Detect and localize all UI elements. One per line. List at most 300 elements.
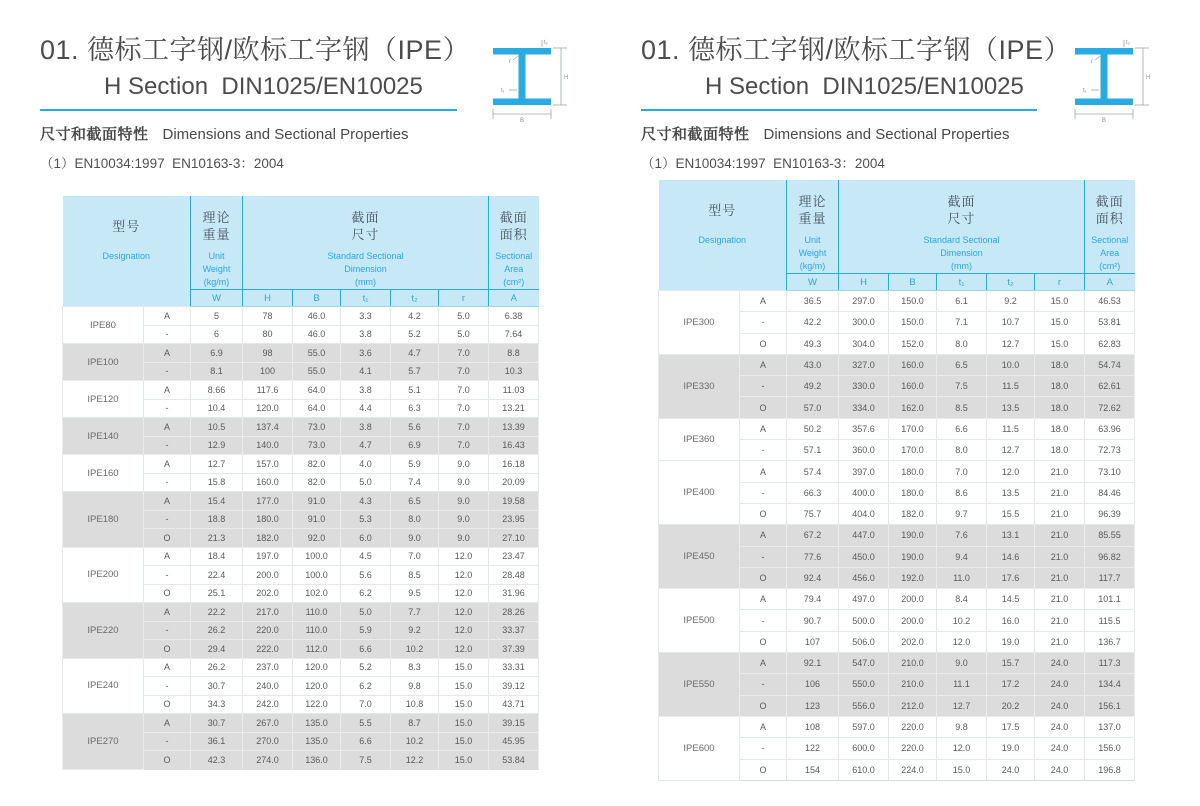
table-head xyxy=(63,196,539,307)
type-cell: - xyxy=(144,399,191,418)
value-cell: 22.2 xyxy=(191,603,243,622)
value-cell: 7.0 xyxy=(439,344,489,363)
value-cell: 150.0 xyxy=(889,312,937,333)
value-cell: 456.0 xyxy=(839,567,889,588)
value-cell: 9.0 xyxy=(439,473,489,492)
type-cell: O xyxy=(740,503,787,524)
value-cell: 23.47 xyxy=(489,547,539,566)
value-cell: 15.0 xyxy=(1035,312,1085,333)
value-cell: 182.0 xyxy=(243,529,293,548)
type-cell: - xyxy=(740,440,787,461)
type-cell: O xyxy=(740,567,787,588)
value-cell: 42.2 xyxy=(787,312,839,333)
table-row xyxy=(659,589,1135,610)
table-row xyxy=(63,547,539,566)
value-cell: 50.2 xyxy=(787,418,839,439)
value-cell: 6.38 xyxy=(489,307,539,326)
value-cell: 21.0 xyxy=(1035,567,1085,588)
value-cell: 270.0 xyxy=(243,732,293,751)
value-cell: 57.4 xyxy=(787,461,839,482)
h-label: H xyxy=(1146,75,1151,81)
value-cell: 112.0 xyxy=(293,640,341,659)
value-cell: 4.7 xyxy=(341,436,391,455)
value-cell: 12.0 xyxy=(439,640,489,659)
value-cell: 13.39 xyxy=(489,418,539,437)
value-cell: 73.10 xyxy=(1085,461,1135,482)
value-cell: 7.6 xyxy=(937,525,987,546)
value-cell: 82.0 xyxy=(293,473,341,492)
type-cell: - xyxy=(144,510,191,529)
value-cell: 18.4 xyxy=(191,547,243,566)
designation-cell: IPE100 xyxy=(63,344,144,381)
value-cell: 13.5 xyxy=(987,397,1035,418)
value-cell: 10.2 xyxy=(391,732,439,751)
value-cell: 92.4 xyxy=(787,567,839,588)
value-cell: 4.7 xyxy=(391,344,439,363)
value-cell: 15.0 xyxy=(439,714,489,733)
b-label: B xyxy=(1102,118,1107,124)
value-cell: 217.0 xyxy=(243,603,293,622)
type-cell: - xyxy=(144,677,191,696)
value-cell: 62.61 xyxy=(1085,376,1135,397)
value-cell: 8.4 xyxy=(937,589,987,610)
designation-cell: IPE240 xyxy=(63,658,144,714)
value-cell: 46.0 xyxy=(293,325,341,344)
value-cell: 21.3 xyxy=(191,529,243,548)
value-cell: 78 xyxy=(243,307,293,326)
designation-cell: IPE200 xyxy=(63,547,144,603)
table-row xyxy=(659,525,1135,546)
value-cell: 7.64 xyxy=(489,325,539,344)
value-cell: 7.0 xyxy=(439,362,489,381)
value-cell: 92.0 xyxy=(293,529,341,548)
value-cell: 24.0 xyxy=(1035,695,1085,716)
value-cell: 122 xyxy=(787,738,839,759)
value-cell: 5.9 xyxy=(391,455,439,474)
value-cell: 33.31 xyxy=(489,658,539,677)
type-cell: O xyxy=(740,333,787,354)
type-cell: - xyxy=(740,738,787,759)
value-cell: 8.8 xyxy=(489,344,539,363)
col-a: A xyxy=(489,290,539,307)
value-cell: 117.3 xyxy=(1085,653,1135,674)
value-cell: 73.0 xyxy=(293,418,341,437)
value-cell: 9.0 xyxy=(439,529,489,548)
value-cell: 102.0 xyxy=(293,584,341,603)
value-cell: 3.8 xyxy=(341,325,391,344)
designation-cell: IPE80 xyxy=(63,307,144,344)
value-cell: 11.5 xyxy=(987,376,1035,397)
type-cell: - xyxy=(144,436,191,455)
t2-label: t₂ xyxy=(1126,40,1130,46)
col-sectional-dimension: 截面 尺寸 Standard Sectional Dimension (mm) xyxy=(243,196,489,290)
value-cell: 334.0 xyxy=(839,397,889,418)
value-cell: 25.1 xyxy=(191,584,243,603)
value-cell: 180.0 xyxy=(889,482,937,503)
value-cell: 62.83 xyxy=(1085,333,1135,354)
value-cell: 24.0 xyxy=(987,759,1035,780)
value-cell: 9.0 xyxy=(439,492,489,511)
table-row xyxy=(63,455,539,474)
value-cell: 404.0 xyxy=(839,503,889,524)
value-cell: 110.0 xyxy=(293,621,341,640)
title-cn: 德标工字钢/欧标工字钢（IPE） xyxy=(688,35,1072,65)
ibeam-shape xyxy=(1075,48,1133,105)
value-cell: 79.4 xyxy=(787,589,839,610)
col-a: A xyxy=(1085,274,1135,291)
value-cell: 27.10 xyxy=(489,529,539,548)
table-row xyxy=(659,461,1135,482)
type-cell: - xyxy=(144,325,191,344)
value-cell: 210.0 xyxy=(889,674,937,695)
value-cell: 556.0 xyxy=(839,695,889,716)
value-cell: 222.0 xyxy=(243,640,293,659)
table-head xyxy=(659,180,1135,291)
value-cell: 31.96 xyxy=(489,584,539,603)
type-cell: A xyxy=(740,354,787,375)
value-cell: 12.7 xyxy=(987,440,1035,461)
value-cell: 107 xyxy=(787,631,839,652)
type-cell: A xyxy=(144,344,191,363)
standard-note: （1）EN10034:1997 EN10163-3：2004 xyxy=(40,156,284,171)
value-cell: 16.18 xyxy=(489,455,539,474)
value-cell: 98 xyxy=(243,344,293,363)
value-cell: 21.0 xyxy=(1035,525,1085,546)
type-cell: O xyxy=(740,397,787,418)
value-cell: 120.0 xyxy=(243,399,293,418)
value-cell: 8.5 xyxy=(937,397,987,418)
value-cell: 100 xyxy=(243,362,293,381)
value-cell: 30.7 xyxy=(191,677,243,696)
value-cell: 12.9 xyxy=(191,436,243,455)
value-cell: 137.0 xyxy=(1085,716,1135,737)
b-label: B xyxy=(520,118,525,124)
value-cell: 5.2 xyxy=(341,658,391,677)
value-cell: 115.5 xyxy=(1085,610,1135,631)
value-cell: 5.5 xyxy=(341,714,391,733)
title-cn: 德标工字钢/欧标工字钢（IPE） xyxy=(87,35,471,65)
table-row xyxy=(63,418,539,437)
value-cell: 304.0 xyxy=(839,333,889,354)
value-cell: 274.0 xyxy=(243,751,293,770)
value-cell: 5.7 xyxy=(391,362,439,381)
value-cell: 18.0 xyxy=(1035,418,1085,439)
value-cell: 4.1 xyxy=(341,362,391,381)
value-cell: 63.96 xyxy=(1085,418,1135,439)
value-cell: 9.0 xyxy=(439,455,489,474)
value-cell: 6.6 xyxy=(341,640,391,659)
value-cell: 5.0 xyxy=(439,325,489,344)
value-cell: 24.0 xyxy=(1035,674,1085,695)
value-cell: 357.6 xyxy=(839,418,889,439)
value-cell: 12.0 xyxy=(439,621,489,640)
value-cell: 267.0 xyxy=(243,714,293,733)
value-cell: 7.5 xyxy=(937,376,987,397)
designation-cell: IPE450 xyxy=(659,525,740,589)
value-cell: 15.0 xyxy=(439,751,489,770)
table-row xyxy=(659,354,1135,375)
value-cell: 91.0 xyxy=(293,510,341,529)
type-cell: A xyxy=(144,658,191,677)
r-label: r xyxy=(509,59,511,65)
value-cell: 202.0 xyxy=(889,631,937,652)
value-cell: 39.12 xyxy=(489,677,539,696)
value-cell: 192.0 xyxy=(889,567,937,588)
value-cell: 597.0 xyxy=(839,716,889,737)
value-cell: 15.0 xyxy=(439,658,489,677)
value-cell: 15.4 xyxy=(191,492,243,511)
value-cell: 9.8 xyxy=(937,716,987,737)
col-h: H xyxy=(243,290,293,307)
value-cell: 7.0 xyxy=(341,695,391,714)
value-cell: 136.0 xyxy=(293,751,341,770)
value-cell: 8.5 xyxy=(391,566,439,585)
value-cell: 360.0 xyxy=(839,440,889,461)
col-b: B xyxy=(293,290,341,307)
value-cell: 15.0 xyxy=(937,759,987,780)
value-cell: 600.0 xyxy=(839,738,889,759)
value-cell: 6.9 xyxy=(191,344,243,363)
value-cell: 9.0 xyxy=(391,529,439,548)
value-cell: 49.2 xyxy=(787,376,839,397)
value-cell: 100.0 xyxy=(293,547,341,566)
value-cell: 152.0 xyxy=(889,333,937,354)
section-right xyxy=(641,28,1200,781)
type-cell: - xyxy=(144,732,191,751)
value-cell: 5.0 xyxy=(341,473,391,492)
type-cell: - xyxy=(740,376,787,397)
type-cell: A xyxy=(740,589,787,610)
table-row xyxy=(63,492,539,511)
col-t1: t₁ xyxy=(341,290,391,307)
value-cell: 73.0 xyxy=(293,436,341,455)
value-cell: 10.2 xyxy=(937,610,987,631)
value-cell: 242.0 xyxy=(243,695,293,714)
t2-label: t₂ xyxy=(544,40,548,46)
table-row xyxy=(63,603,539,622)
value-cell: 90.7 xyxy=(787,610,839,631)
type-cell: - xyxy=(740,674,787,695)
value-cell: 55.0 xyxy=(293,362,341,381)
value-cell: 8.7 xyxy=(391,714,439,733)
value-cell: 5.3 xyxy=(341,510,391,529)
value-cell: 8.6 xyxy=(937,482,987,503)
value-cell: 10.2 xyxy=(391,640,439,659)
value-cell: 16.43 xyxy=(489,436,539,455)
value-cell: 10.8 xyxy=(391,695,439,714)
value-cell: 84.46 xyxy=(1085,482,1135,503)
col-r: r xyxy=(439,290,489,307)
value-cell: 160.0 xyxy=(243,473,293,492)
value-cell: 6.6 xyxy=(341,732,391,751)
value-cell: 15.0 xyxy=(1035,333,1085,354)
standard-note: （1）EN10034:1997 EN10163-3：2004 xyxy=(641,156,885,171)
value-cell: 497.0 xyxy=(839,589,889,610)
value-cell: 26.2 xyxy=(191,621,243,640)
table-row xyxy=(63,344,539,363)
value-cell: 43.71 xyxy=(489,695,539,714)
value-cell: 10.0 xyxy=(987,354,1035,375)
designation-cell: IPE120 xyxy=(63,381,144,418)
type-cell: - xyxy=(144,621,191,640)
value-cell: 11.5 xyxy=(987,418,1035,439)
value-cell: 36.5 xyxy=(787,291,839,312)
col-sectional-area: 截面 面积 Sectional Area (cm²) xyxy=(1085,180,1135,274)
type-cell: A xyxy=(144,455,191,474)
value-cell: 66.3 xyxy=(787,482,839,503)
type-cell: A xyxy=(144,547,191,566)
type-cell: A xyxy=(144,381,191,400)
value-cell: 24.0 xyxy=(1035,716,1085,737)
value-cell: 140.0 xyxy=(243,436,293,455)
value-cell: 72.62 xyxy=(1085,397,1135,418)
value-cell: 21.0 xyxy=(1035,482,1085,503)
value-cell: 8.0 xyxy=(937,333,987,354)
value-cell: 18.0 xyxy=(1035,440,1085,461)
value-cell: 5.0 xyxy=(341,603,391,622)
type-cell: A xyxy=(144,492,191,511)
value-cell: 297.0 xyxy=(839,291,889,312)
value-cell: 224.0 xyxy=(889,759,937,780)
table-row xyxy=(63,307,539,326)
value-cell: 550.0 xyxy=(839,674,889,695)
value-cell: 12.7 xyxy=(987,333,1035,354)
value-cell: 180.0 xyxy=(243,510,293,529)
value-cell: 101.1 xyxy=(1085,589,1135,610)
value-cell: 18.0 xyxy=(1035,397,1085,418)
type-cell: A xyxy=(144,714,191,733)
value-cell: 330.0 xyxy=(839,376,889,397)
value-cell: 5.2 xyxy=(391,325,439,344)
value-cell: 15.0 xyxy=(439,677,489,696)
type-cell: O xyxy=(144,584,191,603)
type-cell: A xyxy=(740,418,787,439)
value-cell: 45.95 xyxy=(489,732,539,751)
ipe-table-right xyxy=(658,180,1135,781)
value-cell: 237.0 xyxy=(243,658,293,677)
value-cell: 75.7 xyxy=(787,503,839,524)
type-cell: O xyxy=(144,529,191,548)
value-cell: 240.0 xyxy=(243,677,293,696)
value-cell: 24.0 xyxy=(1035,653,1085,674)
value-cell: 28.26 xyxy=(489,603,539,622)
value-cell: 15.5 xyxy=(987,503,1035,524)
designation-cell: IPE500 xyxy=(659,589,740,653)
value-cell: 4.5 xyxy=(341,547,391,566)
col-designation: 型号 Designation xyxy=(63,196,191,307)
value-cell: 80 xyxy=(243,325,293,344)
type-cell: A xyxy=(144,307,191,326)
designation-cell: IPE550 xyxy=(659,653,740,717)
type-cell: O xyxy=(740,631,787,652)
section-subtitle xyxy=(40,123,605,144)
value-cell: 15.0 xyxy=(439,695,489,714)
value-cell: 11.0 xyxy=(937,567,987,588)
value-cell: 220.0 xyxy=(889,738,937,759)
value-cell: 212.0 xyxy=(889,695,937,716)
value-cell: 82.0 xyxy=(293,455,341,474)
value-cell: 9.5 xyxy=(391,584,439,603)
col-sectional-dimension: 截面 尺寸 Standard Sectional Dimension (mm) xyxy=(839,180,1085,274)
value-cell: 15.0 xyxy=(439,732,489,751)
value-cell: 7.0 xyxy=(439,418,489,437)
value-cell: 33.37 xyxy=(489,621,539,640)
ipe-tbody-0 xyxy=(63,307,539,770)
value-cell: 46.53 xyxy=(1085,291,1135,312)
value-cell: 14.6 xyxy=(987,546,1035,567)
table-row xyxy=(63,714,539,733)
title-index: 01. xyxy=(40,35,88,65)
col-designation: 型号 Designation xyxy=(659,180,787,291)
col-sectional-area: 截面 面积 Sectional Area (cm²) xyxy=(489,196,539,290)
value-cell: 12.7 xyxy=(191,455,243,474)
value-cell: 11.1 xyxy=(937,674,987,695)
value-cell: 5.6 xyxy=(341,566,391,585)
value-cell: 3.3 xyxy=(341,307,391,326)
value-cell: 450.0 xyxy=(839,546,889,567)
value-cell: 7.0 xyxy=(391,547,439,566)
value-cell: 108 xyxy=(787,716,839,737)
title-underline xyxy=(641,109,1037,111)
table-row xyxy=(659,418,1135,439)
value-cell: 21.0 xyxy=(1035,546,1085,567)
section-left xyxy=(40,28,605,770)
value-cell: 610.0 xyxy=(839,759,889,780)
type-cell: O xyxy=(144,751,191,770)
value-cell: 26.2 xyxy=(191,658,243,677)
value-cell: 135.0 xyxy=(293,732,341,751)
value-cell: 180.0 xyxy=(889,461,937,482)
value-cell: 17.2 xyxy=(987,674,1035,695)
value-cell: 160.0 xyxy=(889,376,937,397)
value-cell: 12.0 xyxy=(937,738,987,759)
value-cell: 12.0 xyxy=(439,547,489,566)
value-cell: 9.4 xyxy=(937,546,987,567)
value-cell: 8.1 xyxy=(191,362,243,381)
value-cell: 12.0 xyxy=(439,566,489,585)
value-cell: 210.0 xyxy=(889,653,937,674)
designation-cell: IPE180 xyxy=(63,492,144,548)
value-cell: 6.1 xyxy=(937,291,987,312)
value-cell: 8.3 xyxy=(391,658,439,677)
col-t1: t₁ xyxy=(937,274,987,291)
value-cell: 18.0 xyxy=(1035,376,1085,397)
value-cell: 4.3 xyxy=(341,492,391,511)
value-cell: 10.4 xyxy=(191,399,243,418)
value-cell: 15.7 xyxy=(987,653,1035,674)
type-cell: - xyxy=(144,362,191,381)
value-cell: 156.1 xyxy=(1085,695,1135,716)
value-cell: 19.0 xyxy=(987,738,1035,759)
type-cell: - xyxy=(740,610,787,631)
value-cell: 162.0 xyxy=(889,397,937,418)
type-cell: A xyxy=(740,461,787,482)
value-cell: 196.8 xyxy=(1085,759,1135,780)
value-cell: 137.4 xyxy=(243,418,293,437)
value-cell: 37.39 xyxy=(489,640,539,659)
value-cell: 85.55 xyxy=(1085,525,1135,546)
col-unit-weight: 理论 重量 Unit Weight (kg/m) xyxy=(191,196,243,290)
h-label: H xyxy=(564,75,569,81)
value-cell: 12.7 xyxy=(937,695,987,716)
type-cell: O xyxy=(144,695,191,714)
value-cell: 134.4 xyxy=(1085,674,1135,695)
value-cell: 5.9 xyxy=(341,621,391,640)
value-cell: 46.0 xyxy=(293,307,341,326)
value-cell: 7.7 xyxy=(391,603,439,622)
type-cell: A xyxy=(740,291,787,312)
designation-cell: IPE270 xyxy=(63,714,144,770)
